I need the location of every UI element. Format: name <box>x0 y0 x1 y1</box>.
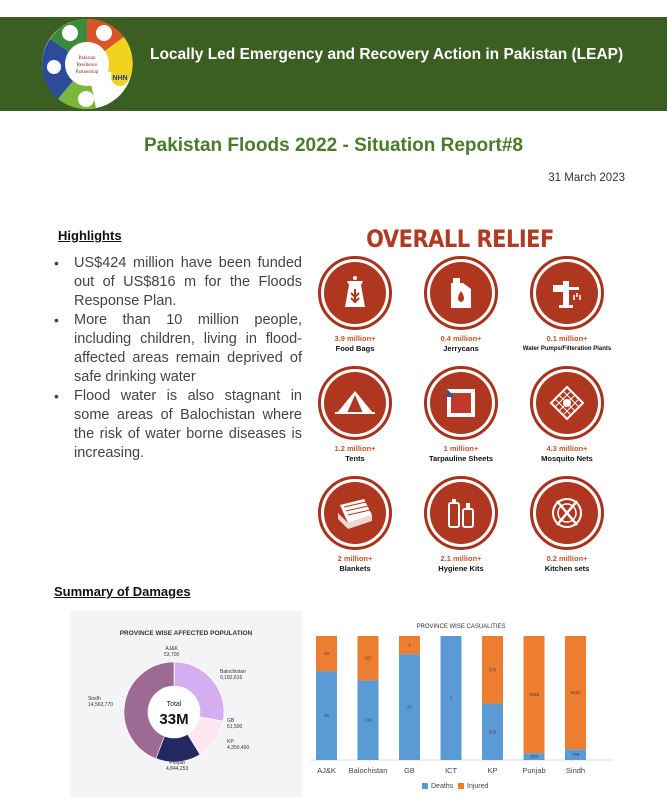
relief-label: Kitchen sets <box>544 564 590 573</box>
relief-title: OVERALL RELIEF <box>366 225 554 253</box>
relief-qty: 0.2 million+ <box>546 554 588 563</box>
highlights-list <box>52 254 302 463</box>
bar-label-injured-ajk: 19 <box>323 651 330 657</box>
bar-label-injured-punjab: 3858 <box>528 692 540 698</box>
pie-label-ajk: AJ&K 53,700 <box>164 646 180 658</box>
svg-text:NHN: NHN <box>112 75 128 82</box>
relief-label: Tents <box>345 454 365 463</box>
kitchen-set-icon <box>536 482 598 544</box>
summary-heading: Summary of Damages <box>54 584 191 599</box>
relief-item-food-bags <box>300 256 410 353</box>
bar-category-label-kp: KP <box>487 766 498 775</box>
bar-label-deaths-balochistan: 336 <box>364 717 372 723</box>
legend-injured-swatch <box>458 783 464 789</box>
legend-deaths-swatch <box>422 783 428 789</box>
prp-logo <box>36 17 138 111</box>
relief-qty: 4.3 million+ <box>546 444 588 453</box>
bar-category-label-ict: ICT <box>444 766 458 775</box>
bar-label-deaths-ict: 3 <box>449 695 453 701</box>
bar-label-deaths-sindh: 799 <box>571 752 580 758</box>
blanket-icon <box>324 482 386 544</box>
bar-chart-svg <box>302 616 620 796</box>
bar-label-injured-gb: 4 <box>408 642 411 648</box>
relief-label: Blankets <box>339 564 371 573</box>
bar-chart-title: PROVINCE WISE CASUALITIES <box>416 624 506 630</box>
legend-injured-label: Injured <box>467 783 489 790</box>
bar-category-label-gb: GB <box>404 766 415 775</box>
relief-item-blankets <box>300 476 410 573</box>
relief-item-mosquito-nets <box>512 366 622 463</box>
report-date: 31 March 2023 <box>548 172 625 184</box>
relief-qty: 2 million+ <box>337 554 373 563</box>
bar-label-injured-sindh: 8422 <box>570 690 581 696</box>
svg-text:Resilience: Resilience <box>76 63 98 68</box>
header-title: Locally Led Emergency and Recovery Action in Pakistan (LEAP) <box>150 46 624 63</box>
bar-label-deaths-punjab: 223 <box>530 754 538 759</box>
relief-label: Mosquito Nets <box>541 454 593 463</box>
bar-label-deaths-kp: 309 <box>488 729 497 735</box>
relief-qty: 1.2 million+ <box>334 444 376 453</box>
bar-label-deaths-gb: 23 <box>406 704 413 710</box>
pie-label-balochistan: Balochistan 9,182,616 <box>220 669 246 681</box>
relief-label: Tarpauline Sheets <box>428 454 494 463</box>
report-title: Pakistan Floods 2022 - Situation Report#8 <box>143 135 524 156</box>
relief-qty: 2.1 million+ <box>440 554 482 563</box>
pie-label-kp: KP 4,350,490 <box>227 739 250 751</box>
relief-label: Hygiene Kits <box>438 564 484 573</box>
pie-chart-title: PROVINCE WISE AFFECTED POPULATION <box>119 630 253 637</box>
relief-item-tents <box>300 366 410 463</box>
bar-label-deaths-ajk: 48 <box>323 713 330 719</box>
relief-label: Water Pumps/Filteration Plants <box>522 346 612 352</box>
relief-item-tarpaulin <box>406 366 516 463</box>
pie-center-value: 33M <box>159 711 189 728</box>
relief-label: Jerrycans <box>443 344 479 353</box>
bar-category-label-balochistan: Balochistan <box>348 766 388 775</box>
tarpaulin-icon <box>430 372 492 434</box>
water-pump-icon <box>536 262 598 324</box>
pie-label-gb: GB 51,500 <box>227 718 243 730</box>
relief-item-water-pumps <box>512 256 622 353</box>
relief-label: Food Bags <box>335 344 375 353</box>
tent-icon <box>324 372 386 434</box>
jerrycan-icon <box>430 262 492 324</box>
bar-category-label-punjab: Punjab <box>522 766 546 775</box>
relief-qty: 3.9 million+ <box>334 334 376 343</box>
relief-qty: 1 million+ <box>443 444 479 453</box>
bar-category-label-ajk: AJ&K <box>317 766 336 775</box>
bar-label-injured-kp: 370 <box>488 667 497 673</box>
highlights-heading: Highlights <box>58 228 122 243</box>
highlight-item: • US$424 million have been funded out of US$816 m for the Floods Response Plan. <box>52 254 302 311</box>
highlight-item: • Flood water is also stagnant in some areas of Balochistan where the risk of water borne diseases is increasing. <box>52 387 302 463</box>
hygiene-kit-icon <box>430 482 492 544</box>
pie-label-punjab: Punjab 4,844,253 <box>166 760 189 772</box>
mosquito-net-icon <box>536 372 598 434</box>
pie-label-sindh: Sindh 14,563,770 <box>88 696 114 708</box>
affected-population-chart <box>70 611 302 797</box>
relief-qty: 0.4 million+ <box>440 334 482 343</box>
highlight-item: • More than 10 million people, including children, living in flood-affected areas remain deprived of safe drinking water <box>52 311 302 387</box>
relief-item-jerrycans <box>406 256 516 353</box>
pie-center-label: Total <box>166 701 182 708</box>
bar-label-injured-balochistan: 187 <box>364 655 372 661</box>
relief-item-kitchen-sets <box>512 476 622 573</box>
bar-category-label-sindh: Sindh <box>565 766 586 775</box>
svg-text:Pakistan: Pakistan <box>78 56 96 61</box>
relief-qty: 0.1 million+ <box>546 334 588 343</box>
casualties-chart <box>302 616 620 796</box>
food-bag-icon <box>324 262 386 324</box>
legend-deaths-label: Deaths <box>431 783 454 790</box>
relief-item-hygiene-kits <box>406 476 516 573</box>
svg-text:Partnership: Partnership <box>75 70 99 75</box>
